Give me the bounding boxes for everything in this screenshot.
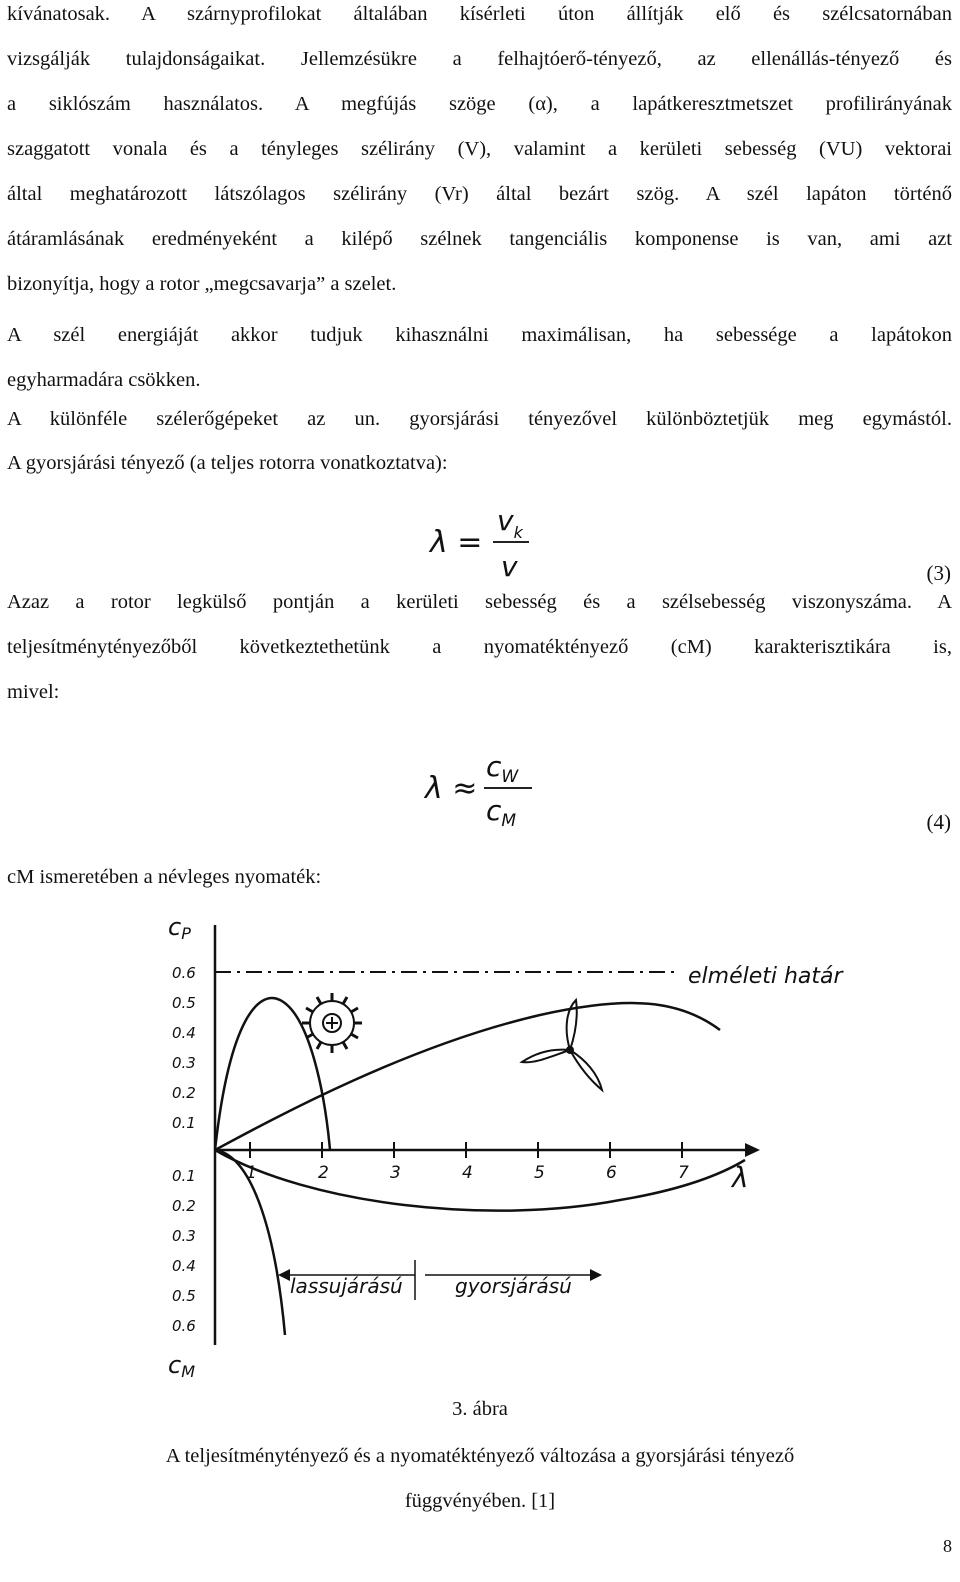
page-number: 8 <box>943 1536 952 1556</box>
equation-4-numerator: $c_W$ <box>486 750 519 787</box>
figure-caption-line-1: A teljesítménytényező és a nyomatéktényező változása a gyorsjárási tényező <box>165 1445 795 1467</box>
x-tick-label: 2 <box>318 1163 329 1183</box>
x-tick-label: 7 <box>678 1163 689 1183</box>
text-line: vizsgálják tulajdonságaikat. Jellemzésükre a felhajtóerő-tényező, az ellenállás-tényező és <box>7 48 952 70</box>
x-tick-label: 3 <box>390 1163 401 1183</box>
y-tick-label-top: 0.2 <box>172 1084 196 1102</box>
equation-3-denominator: v <box>501 550 518 583</box>
y-tick-label-top: 0.3 <box>172 1054 196 1072</box>
y-tick-label-bottom: 0.3 <box>172 1227 196 1245</box>
figure-number: 3. ábra <box>452 1398 508 1420</box>
x-tick-label: 4 <box>462 1163 473 1183</box>
region-fast-label: gyorsjárású <box>455 1274 572 1298</box>
text-line: a siklószám használatos. A megfújás szöge (α), a lapátkeresztmetszet profilirányának <box>7 93 952 115</box>
multiblade-rotor-icon <box>302 993 362 1053</box>
y-tick-label-bottom: 0.1 <box>172 1167 196 1185</box>
equation-4-formula <box>420 748 570 838</box>
paragraph-airfoil <box>7 0 952 307</box>
y-tick-label-bottom: 0.2 <box>172 1197 196 1215</box>
three-blade-rotor-icon <box>522 1000 602 1090</box>
equation-4-lhs: λ ≈ <box>425 771 478 806</box>
text-line: által meghatározott látszólagos szélirány (Vr) által bezárt szög. A szél lapáton történő <box>7 183 952 205</box>
text-line: mivel: <box>7 681 60 703</box>
text-line: bizonyítja, hogy a rotor „megcsavarja” a szelet. <box>7 273 397 295</box>
paragraph-nominal-torque <box>7 855 952 900</box>
y-tick-label-top: 0.1 <box>172 1114 196 1132</box>
y-tick-label-top: 0.5 <box>172 994 196 1012</box>
equation-3-numerator: $v_k$ <box>497 504 523 542</box>
fast-arrow-head <box>590 1269 602 1281</box>
figure-cp-cm-chart <box>160 905 860 1385</box>
x-tick-label: 6 <box>606 1163 617 1183</box>
y-tick-label-bottom: 0.4 <box>172 1257 196 1275</box>
equation-3-formula <box>425 500 565 590</box>
region-slow-label: lassujárású <box>290 1274 403 1298</box>
equation-3-lhs: λ = <box>430 525 483 560</box>
text-line: kívánatosak. A szárnyprofilokat általában kísérleti úton állítják elő és szélcsatornában <box>7 3 952 25</box>
y-tick-label-bottom: 0.5 <box>172 1287 196 1305</box>
y-axis-bottom-label: cM <box>168 1351 196 1381</box>
y-axis-top-label: cP <box>168 913 191 943</box>
paragraph-classification <box>7 397 952 442</box>
y-tick-label-top: 0.6 <box>172 964 196 982</box>
text-line: A szél energiáját akkor tudjuk kihasználni maximálisan, ha sebessége a lapátokon <box>7 324 952 346</box>
figure-caption-line-2: függvényében. [1] <box>404 1490 556 1512</box>
cp-curve-slow-runner <box>215 998 330 1150</box>
cm-curve-fast-runner <box>215 1150 745 1211</box>
x-axis-arrow <box>745 1143 760 1157</box>
equation-4-number: (4) <box>926 810 951 834</box>
text-line: A különféle szélerőgépeket az un. gyorsjárási tényezővel különböztetjük meg egymástól. <box>7 408 952 430</box>
y-tick-label-top: 0.4 <box>172 1024 196 1042</box>
slow-arrow-head <box>278 1269 290 1281</box>
text-line: Azaz a rotor legkülső pontján a kerületi sebesség és a szélsebesség viszonyszáma. A <box>7 591 952 613</box>
equation-4-denominator: $c_M$ <box>486 794 517 831</box>
paragraph-torque-coefficient <box>7 580 952 715</box>
text-line: szaggatott vonala és a tényleges szélirány (V), valamint a kerületi sebesség (VU) vektorai <box>7 138 952 160</box>
y-tick-label-bottom: 0.6 <box>172 1317 196 1335</box>
text-line: egyharmadára csökken. <box>7 369 201 391</box>
text-line: teljesítménytényezőből következtethetünk a nyomatéktényező (cM) karakterisztikára is, <box>7 636 952 658</box>
text-line: cM ismeretében a névleges nyomaték: <box>7 866 322 888</box>
equation-3-number: (3) <box>926 561 951 585</box>
x-axis-label: λ <box>732 1161 749 1194</box>
text-line: A gyorsjárási tényező (a teljes rotorra vonatkoztatva): <box>7 452 448 474</box>
text-line: átáramlásának eredményeként a kilépő szélnek tangenciális komponense is van, ami azt <box>7 228 952 250</box>
x-tick-label: 1 <box>246 1163 257 1183</box>
paragraph-energy <box>7 313 952 403</box>
paragraph-tip-speed-intro <box>7 441 952 486</box>
cp-curve-fast-runner <box>215 1003 720 1150</box>
limit-label: elméleti határ <box>688 964 843 989</box>
x-tick-label: 5 <box>534 1163 545 1183</box>
